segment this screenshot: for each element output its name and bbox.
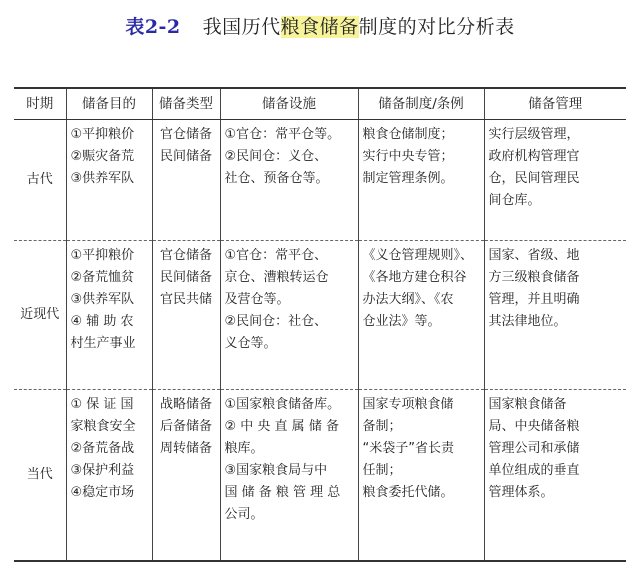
cell-line: 战略储备 <box>159 397 212 412</box>
cell-line: 京仓、漕粮转运仓 <box>224 270 329 285</box>
cell-line: 国家、省级、地 <box>488 248 580 263</box>
title-highlight: 粮食储备 <box>280 16 359 38</box>
cell-line: ①平抑粮价 <box>70 248 135 263</box>
header-period: 时期 <box>14 88 66 120</box>
table-number: 表2-2 <box>125 16 181 38</box>
cell-line: ③供养军队 <box>70 292 135 307</box>
title-text-post: 制度的对比分析表 <box>358 16 515 38</box>
period-cell: 当代 <box>14 390 66 562</box>
system-cell <box>358 120 484 241</box>
header-purpose: 储备目的 <box>66 88 152 120</box>
system-cell <box>358 241 484 390</box>
facility-cell <box>220 390 358 562</box>
cell-line: ①平抑粮价 <box>70 127 135 142</box>
cell-line: 义仓等。 <box>224 336 277 351</box>
table-caption <box>0 12 640 39</box>
purpose-cell <box>66 241 152 390</box>
cell-line: 官民共储 <box>159 292 212 307</box>
cell-line: 官仓储备 <box>159 248 212 263</box>
cell-line: 家粮食安全 <box>70 419 136 434</box>
header-row <box>14 88 626 120</box>
cell-line: 社仓、预备仓等。 <box>224 171 329 186</box>
table-row <box>14 390 626 562</box>
cell-line: 间仓库。 <box>488 193 541 208</box>
cell-line: 管理体系。 <box>488 485 554 500</box>
cell-line: 民间储备 <box>159 149 212 164</box>
type-cell <box>152 241 220 390</box>
type-cell <box>152 390 220 562</box>
cell-line: 国家专项粮食储 <box>362 397 454 412</box>
cell-line: “米袋子”省长责 <box>362 441 454 456</box>
cell-line: 实行中央专管； <box>362 149 454 164</box>
purpose-cell <box>66 390 152 562</box>
management-cell <box>484 241 626 390</box>
header-management: 储备管理 <box>484 88 626 120</box>
table-row <box>14 241 626 390</box>
period-cell: 古代 <box>14 120 66 241</box>
cell-line: 其法律地位。 <box>488 314 567 329</box>
cell-line: 备制； <box>362 419 402 434</box>
cell-line: 仓业法》等。 <box>362 314 441 329</box>
facility-cell <box>220 120 358 241</box>
type-cell <box>152 120 220 241</box>
cell-line: 国 储 备 粮 管 理 总 <box>224 485 341 500</box>
cell-line: 粮食委托代储。 <box>362 485 454 500</box>
cell-line: ①国家粮食储备库。 <box>224 397 341 412</box>
header-system: 储备制度/条例 <box>358 88 484 120</box>
period-cell: 近现代 <box>14 241 66 390</box>
cell-line: 制定管理条例。 <box>362 171 454 186</box>
cell-line: ②备荒恤贫 <box>70 270 135 285</box>
table-row <box>14 120 626 241</box>
cell-line: 及营仓等。 <box>224 292 290 307</box>
cell-line: 粮库。 <box>224 441 264 456</box>
cell-line: 国家粮食储备 <box>488 397 567 412</box>
cell-line: ②备荒备战 <box>70 441 135 456</box>
cell-line: ② 中 央 直 属 储 备 <box>224 419 339 434</box>
cell-line: 官仓储备 <box>159 127 212 142</box>
cell-line: 民间储备 <box>159 270 212 285</box>
cell-line: 粮食仓储制度； <box>362 127 454 142</box>
cell-line: 仓，民间管理民 <box>488 171 580 186</box>
cell-line: 方三级粮食储备 <box>488 270 580 285</box>
facility-cell <box>220 241 358 390</box>
cell-line: 局、中央储备粮 <box>488 419 580 434</box>
cell-line: 周转储备 <box>159 441 212 456</box>
cell-line: 管理公司和承储 <box>488 441 580 456</box>
cell-line: ②赈灾备荒 <box>70 149 135 164</box>
cell-line: 单位组成的垂直 <box>488 463 580 478</box>
cell-line: 办法大纲》、《农 <box>362 292 454 307</box>
cell-line: 村生产事业 <box>70 336 136 351</box>
cell-line: ③国家粮食局与中 <box>224 463 328 478</box>
cell-line: ①官仓：常平仓、 <box>224 248 328 263</box>
cell-line: ②民间仓：义仓、 <box>224 149 328 164</box>
cell-line: ③供养军队 <box>70 171 135 186</box>
cell-line: 《义仓管理规则》、 <box>362 248 474 263</box>
cell-line: ②民间仓：社仓、 <box>224 314 328 329</box>
cell-line: 任制； <box>362 463 402 478</box>
header-facility: 储备设施 <box>220 88 358 120</box>
system-cell <box>358 390 484 562</box>
management-cell <box>484 120 626 241</box>
cell-line: 管理，并且明确 <box>488 292 580 307</box>
cell-line: 公司。 <box>224 507 264 522</box>
cell-line: 实行层级管理， <box>488 127 580 142</box>
cell-line: ④稳定市场 <box>70 485 135 500</box>
title-text-pre: 我国历代 <box>202 16 281 38</box>
cell-line: 政府机构管理官 <box>488 149 580 164</box>
comparison-table <box>14 87 626 562</box>
cell-line: 后备储备 <box>159 419 212 434</box>
cell-line: ④ 辅 助 农 <box>70 314 134 329</box>
cell-line: ① 保 证 国 <box>70 397 134 412</box>
management-cell <box>484 390 626 562</box>
cell-line: ①官仓：常平仓等。 <box>224 127 341 142</box>
cell-line: ③保护利益 <box>70 463 135 478</box>
purpose-cell <box>66 120 152 241</box>
header-type: 储备类型 <box>152 88 220 120</box>
cell-line: 《各地方建仓积谷 <box>362 270 467 285</box>
